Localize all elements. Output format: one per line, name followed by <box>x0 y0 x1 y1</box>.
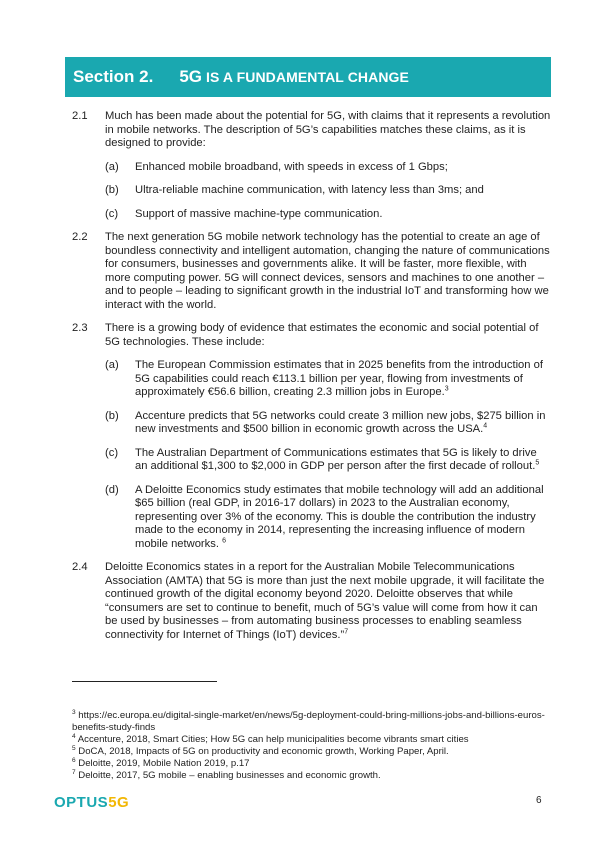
list-item-label: (b) <box>105 409 119 422</box>
footnote-ref[interactable]: 6 <box>222 536 226 544</box>
paragraph-text: The next generation 5G mobile network technology has the potential to create an age of boundless connectivity and intelligent automation, changing the nature of communications for consumers, businesses and governments alike. It will be faster, more flexible, with more computing power. 5G will connect devices, sensors and machines to one another – and to people – leading to significant growth in the industrial IoT and transforming how we interact with the world. <box>105 231 550 311</box>
section-title-5g: 5G <box>179 67 202 86</box>
page-number: 6 <box>536 795 542 806</box>
list-item-text: The European Commission estimates that in 2025 benefits from the introduction of 5G capabilities could reach €113.1 billion per year, flowing from investments of approximately €56.6 billion, creating 2.3 million jobs in Europe. <box>135 359 543 398</box>
section-label: Section 2. <box>73 67 154 86</box>
paragraph-2-1 <box>72 110 552 221</box>
footnote-text: Deloitte, 2019, Mobile Nation 2019, p.17 <box>75 758 250 769</box>
body-content <box>72 110 552 652</box>
logo-optus: OPTUS <box>54 794 109 811</box>
footnote <box>72 758 552 770</box>
list-item-label: (a) <box>105 160 119 173</box>
footnote-number: 7 <box>72 768 76 776</box>
footnote-ref[interactable]: 3 <box>444 385 449 393</box>
paragraph-number: 2.3 <box>72 322 88 334</box>
list-item <box>105 359 552 400</box>
footnote-number: 6 <box>72 756 76 764</box>
list-item <box>105 161 552 175</box>
list-item-label: (a) <box>105 359 119 371</box>
footnote-ref[interactable]: 4 <box>483 422 488 430</box>
footnote-text[interactable]: https://ec.europa.eu/digital-single-market/en/news/5g-deployment-could-bring-millions-jobs-and-billions-euros-benefits-study-finds <box>72 710 545 733</box>
footnote-number: 3 <box>72 708 76 716</box>
footnote-text: Deloitte, 2017, 5G mobile – enabling businesses and economic growth. <box>75 770 381 781</box>
footnote-ref[interactable]: 5 <box>535 459 540 467</box>
footnote-number: 5 <box>72 744 76 752</box>
logo-5g: 5G <box>108 794 130 811</box>
list-item-label: (d) <box>105 483 119 496</box>
footnote <box>72 734 552 746</box>
list-item-text: Ultra-reliable machine communication, with latency less than 3ms; and <box>135 184 484 196</box>
list-item <box>105 184 552 198</box>
list-item-text: Accenture predicts that 5G networks could create 3 million new jobs, $275 billion in new investments and $500 billion in economic growth across the USA. <box>135 409 546 435</box>
list-item-label: (b) <box>105 184 119 196</box>
list-item-text: The Australian Department of Communications estimates that 5G is likely to drive an additional $1,300 to $2,000 in GDP per person after the first decade of rollout. <box>135 446 537 472</box>
list-item <box>105 208 552 222</box>
list-item-text: Enhanced mobile broadband, with speeds in excess of 1 Gbps; <box>135 160 448 173</box>
paragraph-text: Much has been made about the potential for 5G, with claims that it represents a revolution in mobile networks. The description of 5G’s capabilities matches these claims, as it is designed to provide: <box>105 110 551 149</box>
list-item <box>105 410 552 437</box>
list-item-label: (c) <box>105 207 119 220</box>
paragraph-number: 2.1 <box>72 110 88 122</box>
list-item-label: (c) <box>105 446 119 459</box>
paragraph-number: 2.2 <box>72 231 88 243</box>
paragraph-text: Deloitte Economics states in a report for the Australian Mobile Telecommunications Association (AMTA) that 5G is more than just the next mobile upgrade, it will facilitate the continued growth of the digital economy beyond 2020. Deloitte observes that while “consumers are set to continue to benefit, much of 5G’s value will come from how it can be used by businesses – from automating business processes to enabling seamless connectivity for Internet of Things (IoT) devices.” <box>105 561 545 641</box>
footnote <box>72 770 552 782</box>
footnote <box>72 710 552 734</box>
footnote-divider <box>72 681 217 682</box>
footnote-ref[interactable]: 7 <box>344 627 349 635</box>
section-header-banner <box>65 57 551 97</box>
list-item-text: Support of massive machine-type communication. <box>135 207 383 220</box>
paragraph-text: There is a growing body of evidence that estimates the economic and social potential of 5G technologies. These include: <box>105 322 539 348</box>
footnote-text: DoCA, 2018, Impacts of 5G on productivity and economic growth, Working Paper, April. <box>75 746 449 757</box>
paragraph-2-4 <box>72 561 552 642</box>
paragraph-number: 2.4 <box>72 561 88 573</box>
optus-5g-logo <box>54 794 129 811</box>
paragraph-2-3 <box>72 322 552 551</box>
list-item-text: A Deloitte Economics study estimates that mobile technology will add an additional $65 billion (real GDP, in 2016-17 dollars) in 2023 to the Australian economy, representing over 3% of the economy. This is double the contribution the industry made to the economy in 2014, representing the increasing influence of modern mobile networks. <box>135 483 544 550</box>
paragraph-2-2 <box>72 231 552 312</box>
footnote-number: 4 <box>72 732 76 740</box>
footnote-text: Accenture, 2018, Smart Cities; How 5G can help municipalities become vibrants smart cities <box>75 734 469 745</box>
section-title: IS A FUNDAMENTAL CHANGE <box>206 69 409 85</box>
list-item <box>105 447 552 474</box>
footnote <box>72 746 552 758</box>
list-item <box>105 484 552 552</box>
footnotes <box>72 710 552 782</box>
